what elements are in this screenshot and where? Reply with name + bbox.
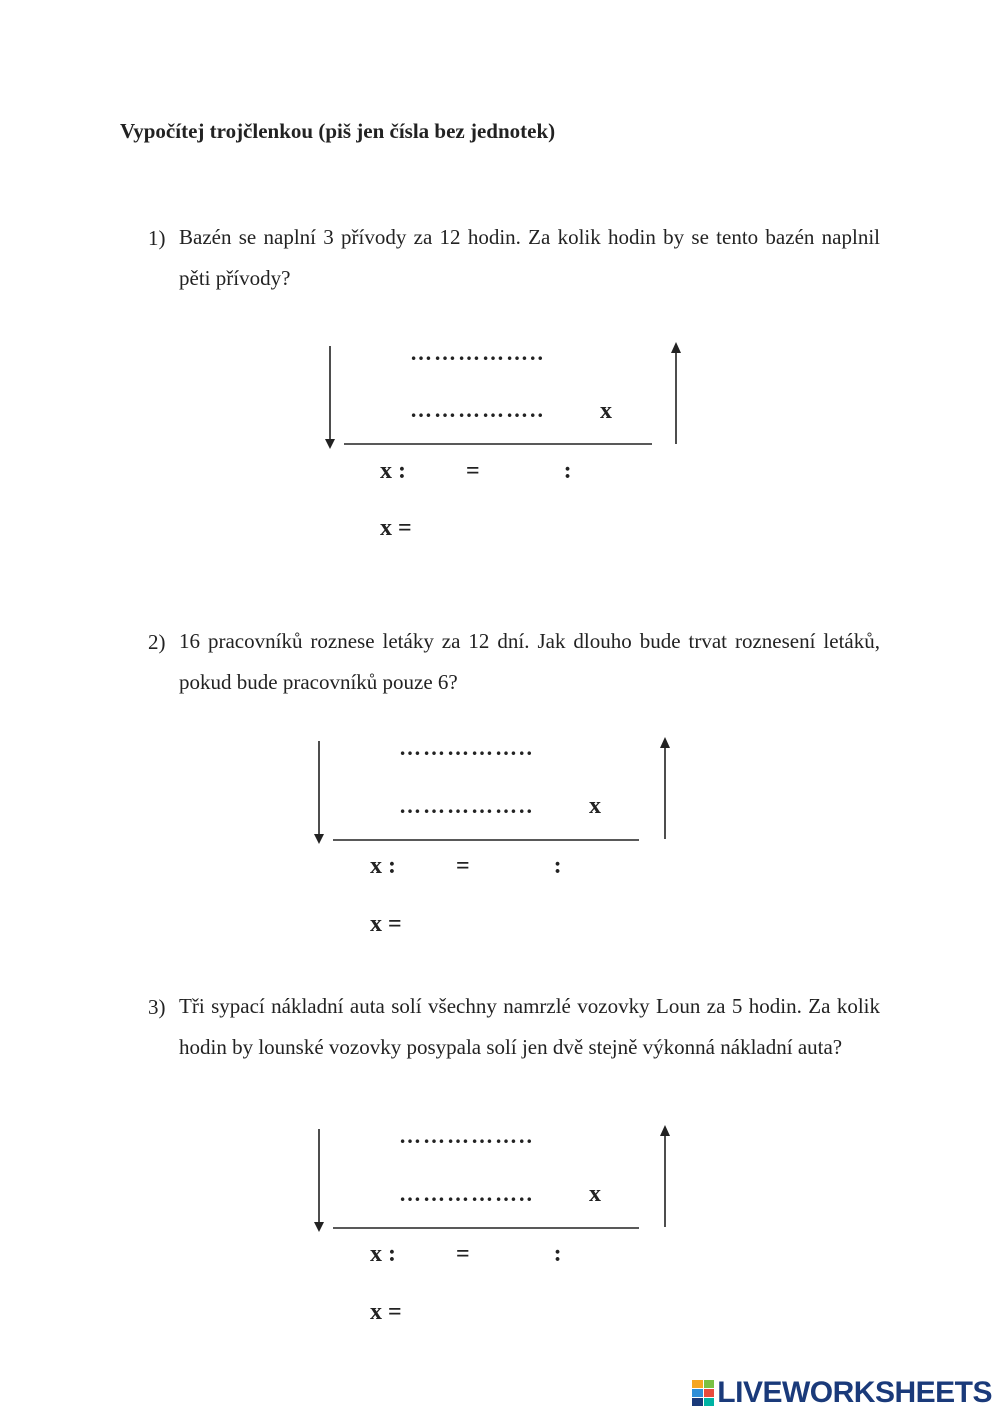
problem-2	[148, 630, 880, 703]
answer-blank-row2[interactable]: ……………..	[410, 397, 545, 422]
problem-number: 1)	[148, 226, 166, 250]
down-arrow-head	[325, 439, 335, 449]
diagram-lines	[307, 733, 707, 963]
liveworksheets-logo	[692, 1375, 992, 1411]
problem-number: 2)	[148, 630, 166, 654]
equation-line-2[interactable]: x =	[370, 1299, 402, 1325]
logo-text: LIVEWORKSHEETS	[717, 1376, 992, 1409]
problem-text: Tři sypací nákladní auta solí všechny namrzlé vozovky Loun za 5 hodin. Za kolik hodin by lounské vozovky posypala solí jen dvě stejně výkonná nákladní auta?	[179, 994, 880, 1059]
answer-blank-row2[interactable]: ……………..	[399, 1181, 534, 1206]
diagram-lines	[318, 338, 718, 568]
equation-line-1[interactable]: x : = :	[380, 458, 572, 484]
equation-line-1[interactable]: x : = :	[370, 853, 562, 879]
proportion-diagram-2	[307, 733, 707, 963]
answer-blank-row2[interactable]: ……………..	[399, 793, 534, 818]
proportion-diagram-1	[318, 338, 718, 568]
page-heading: Vypočítej trojčlenkou (piš jen čísla bez jednotek)	[120, 119, 556, 143]
equation-line-2[interactable]: x =	[380, 515, 412, 541]
problem-text: Bazén se naplní 3 přívody za 12 hodin. Za kolik hodin by se tento bazén naplnil pěti přívody?	[179, 225, 880, 290]
down-arrow-head	[314, 834, 324, 844]
problem-number: 3)	[148, 995, 166, 1019]
unknown-x: x	[589, 1181, 601, 1207]
liveworksheets-logo-icon	[692, 1380, 714, 1406]
unknown-x: x	[589, 793, 601, 819]
up-arrow-head	[671, 342, 681, 353]
up-arrow-head	[660, 1125, 670, 1136]
answer-blank-row1[interactable]: ……………..	[399, 735, 534, 760]
unknown-x: x	[600, 398, 612, 424]
equation-line-1[interactable]: x : = :	[370, 1241, 562, 1267]
equation-line-2[interactable]: x =	[370, 911, 402, 937]
problem-text: 16 pracovníků roznese letáky za 12 dní. Jak dlouho bude trvat roznesení letáků, pokud bude pracovníků pouze 6?	[179, 629, 880, 694]
diagram-lines	[307, 1121, 707, 1351]
problem-1	[148, 226, 880, 299]
down-arrow-head	[314, 1222, 324, 1232]
answer-blank-row1[interactable]: ……………..	[410, 340, 545, 365]
problem-3	[148, 995, 880, 1068]
up-arrow-head	[660, 737, 670, 748]
answer-blank-row1[interactable]: ……………..	[399, 1123, 534, 1148]
proportion-diagram-3	[307, 1121, 707, 1351]
